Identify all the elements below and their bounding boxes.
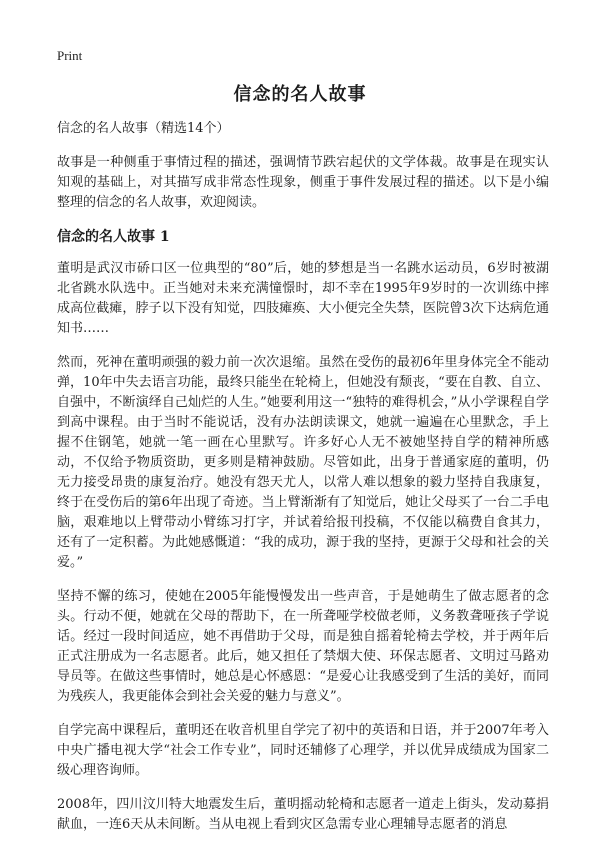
- intro-paragraph: 故事是一种侧重于事情过程的描述，强调情节跌宕起伏的文学体裁。故事是在现实认知观的基础上，对其描写成非常态性现象，侧重于事件发展过程的描述。以下是小编整理的信念的名人故事，欢迎阅读。: [57, 155, 549, 210]
- story-paragraph-5: 2008年，四川汶川特大地震发生后，董明摇动轮椅和志愿者一道走上街头，发动募捐献血，一连6天从未间断。当从电视上看到灾区急需专业心理辅导志愿者的消息: [57, 797, 549, 832]
- article-body: [57, 119, 549, 849]
- story-paragraph-3: 坚持不懈的练习，使她在2005年能慢慢发出一些声音，于是她萌生了做志愿者的念头。行动不便，她就在父母的帮助下，在一所聋哑学校做老师，义务教聋哑孩子学说话。经过一段时间适应，她不再借助于父母，而是独自摇着轮椅去学校，并于两年后正式注册成为一名志愿者。此后，她又担任了禁烟大使、环保志愿者、文明过马路劝导员等。在做这些事情时，她总是心怀感恩：“是爱心让我感受到了生活的美好，而同为残疾人，我更能体会到社会关爱的魅力与意义”。: [57, 589, 549, 704]
- page-title: 信念的名人故事: [233, 84, 367, 105]
- article-subtitle: 信念的名人故事（精选14个）: [57, 121, 230, 136]
- print-link[interactable]: Print: [57, 48, 83, 63]
- story-paragraph-1: 董明是武汉市硚口区一位典型的“80”后，她的梦想是当一名跳水运动员，6岁时被湖北省跳水队选中。正当她对未来充满憧憬时，却不幸在1995年9岁时的一次训练中摔成高位截瘫，脖子以下没有知觉，四肢瘫痪、大小便完全失禁，医院曾3次下达病危通知书……: [57, 261, 549, 336]
- section-heading: 信念的名人故事 1: [57, 229, 170, 245]
- story-paragraph-2: 然而，死神在董明顽强的毅力前一次次退缩。虽然在受伤的最初6年里身体完全不能动弹，10年中失去语言功能，最终只能坐在轮椅上，但她没有颓丧，“要在自教、自立、自强中，不断演绎自己灿烂的人生。”她要利用这一“独特的难得机会，”从小学课程自学到高中课程。由于当时不能说话，没有办法朗读课文，她就一遍遍在心里默念，手上握不住钢笔，她就一笔一画在心里默写。许多好心人无不被她坚持自学的精神所感动，不仅给予物质资助，更多则是精神鼓励。尽管如此，出身于普通家庭的董明，仍无力接受昂贵的康复治疗。她没有怨天尤人，以常人难以想象的毅力坚持自我康复，终于在受伤后的第6年出现了奇迹。当上臂渐渐有了知觉后，她让父母买了一台二手电脑，艰难地以上臂带动小臂练习打字，并试着给报刊投稿，不仅能以稿费自食其力，还有了一定积蓄。为此她感慨道：“我的成功，源于我的坚持，更源于父母和社会的关爱。”: [57, 355, 549, 570]
- story-paragraph-4: 自学完高中课程后，董明还在收音机里自学完了初中的英语和日语，并于2007年考入中央广播电视大学“社会工作专业”，同时还辅修了心理学，并以优异成绩成为国家二级心理咨询师。: [57, 723, 549, 778]
